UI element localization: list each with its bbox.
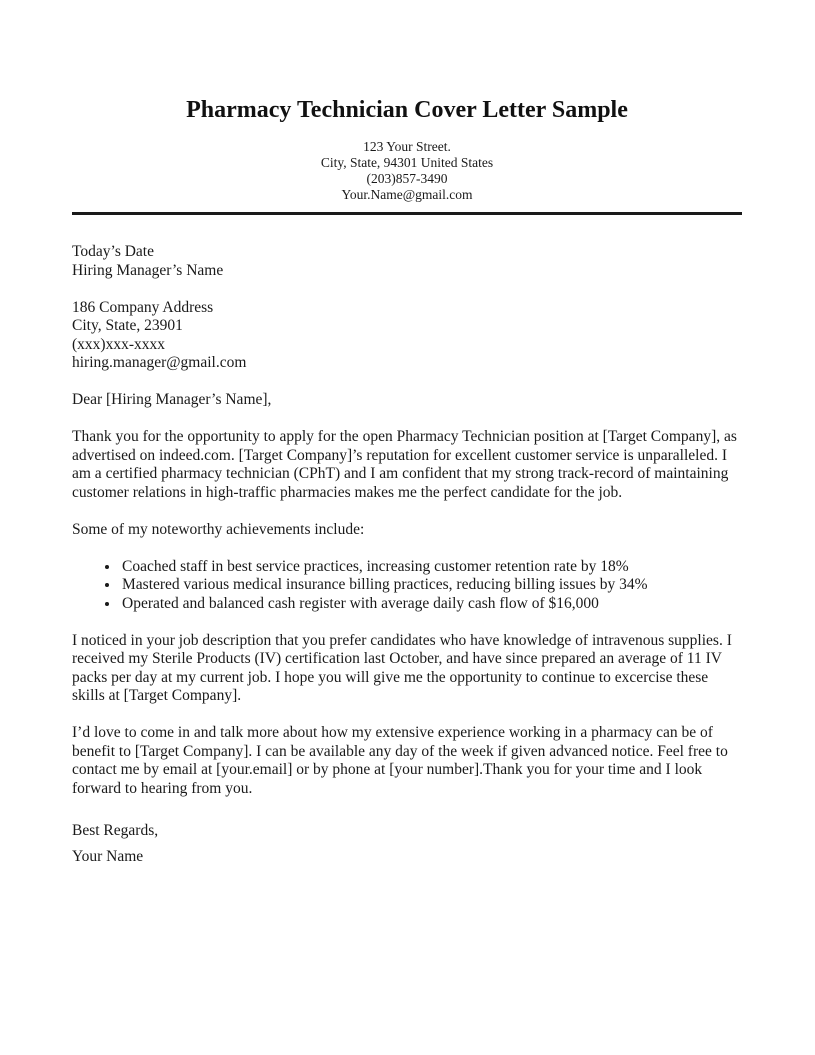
achievement-item: • Operated and balanced cash register with average daily cash flow of $16,000 — [120, 595, 742, 614]
sender-phone: (203)857-3490 — [366, 171, 448, 186]
paragraph-closing: I’d love to come in and talk more about how my extensive experience working in a pharmacy can be of benefit to [Target Company]. I can be available any day of the week if given advanced notice. Feel free to contact me by email at [your.email] or by phone at [your number].Thank you for your time and I look forward to hearing from you. — [72, 724, 728, 797]
header-divider — [72, 212, 742, 215]
sender-street: 123 Your Street. — [363, 139, 451, 154]
document-title: Pharmacy Technician Cover Letter Sample — [186, 97, 628, 123]
letter-body — [72, 243, 742, 866]
achievement-item: • Coached staff in best service practices, increasing customer retention rate by 18% — [120, 558, 742, 577]
date-line: Today’s Date — [72, 243, 154, 260]
achievements-intro: Some of my noteworthy achievements include: — [72, 520, 365, 538]
salutation: Dear [Hiring Manager’s Name], — [72, 391, 272, 408]
sender-city-state: City, State, 94301 United States — [320, 155, 494, 170]
company-address: 186 Company Address — [72, 298, 214, 316]
achievement-item: • Mastered various medical insurance billing practices, reducing billing issues by 34% — [120, 576, 742, 595]
paragraph-intro: Thank you for the opportunity to apply for the open Pharmacy Technician position at [Target Company], as advertised on indeed.com. [Target Company]’s reputation for excellent customer service is unparalleled. I am a certified pharmacy technician (CPhT) and I am confident that my strong track-record of maintaining customer relations in high-traffic pharmacies makes me the perfect candidate for the job. — [72, 428, 737, 501]
company-address-block — [72, 299, 742, 373]
company-city-state: City, State, 23901 — [72, 317, 183, 334]
date-and-manager-block — [72, 243, 742, 280]
sender-contact-block — [72, 139, 742, 203]
sender-email: Your.Name@gmail.com — [341, 187, 473, 202]
company-phone: (xxx)xxx-xxxx — [72, 335, 165, 353]
signoff: Best Regards, — [72, 822, 159, 839]
achievements-list — [72, 558, 742, 614]
company-email: hiring.manager@gmail.com — [72, 354, 247, 371]
signature-name: Your Name — [72, 847, 144, 865]
paragraph-skills: I noticed in your job description that you prefer candidates who have knowledge of intravenous supplies. I received my Sterile Products (IV) certification last October, and have since prepared an average of 11 IV packs per day at my current job. I hope you will give me the opportunity to continue to excercise these skills at [Target Company]. — [72, 631, 732, 704]
hiring-manager-name: Hiring Manager’s Name — [72, 261, 224, 279]
